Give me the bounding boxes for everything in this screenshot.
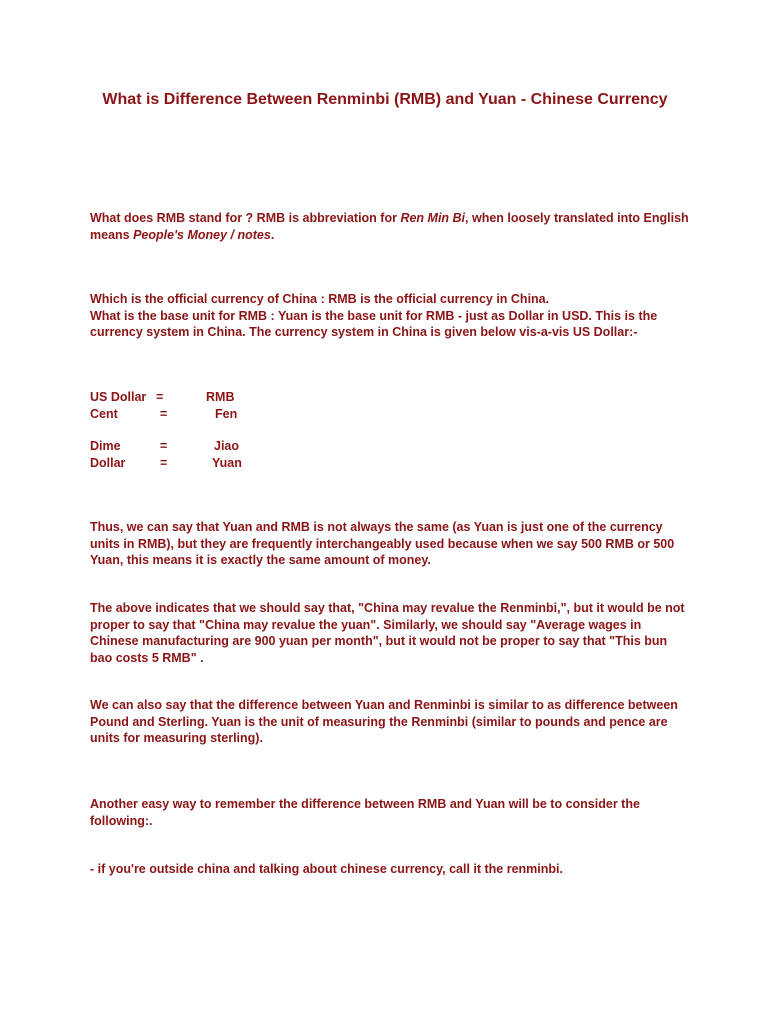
table-cell-equals: = <box>160 407 168 421</box>
text-run: . <box>270 227 275 242</box>
paragraph-rmb-definition <box>90 210 690 243</box>
italic-text: Ren Min Bi <box>400 211 466 225</box>
text-run: , when loosely translated into English means <box>90 211 689 242</box>
table-cell-equals: = <box>156 390 164 404</box>
text-block: What is the base unit for RMB : Yuan is the base unit for RMB - just as Dollar in USD. This is the currency system in China. The currency system in China is given below vis-a-vis US Dollar:- <box>90 308 658 339</box>
paragraph-easy-way: Another easy way to remember the difference between RMB and Yuan will be to consider the following:. <box>90 797 640 828</box>
paragraph-pound-sterling: We can also say that the difference between Yuan and Renminbi is similar to as difference between Pound and Sterling. Yuan is the unit of measuring the Renminbi (similar to pounds and pence are units for measuring sterling). <box>90 698 678 745</box>
paragraph-yuan-vs-rmb: Thus, we can say that Yuan and RMB is not always the same (as Yuan is just one of the currency units in RMB), but they are frequently interchangeably used because when we say 500 RMB or 500 Yuan, this means it is exactly the same amount of money. <box>90 520 675 567</box>
table-cell-right: Fen <box>215 407 238 421</box>
table-cell-equals: = <box>160 456 168 470</box>
text-line: Which is the official currency of China : RMB is the official currency in China. <box>90 292 550 306</box>
text-run: What does RMB stand for ? RMB is abbreviation for <box>90 211 401 225</box>
table-cell-left: Dollar <box>90 456 126 470</box>
table-cell-left: Cent <box>90 407 118 421</box>
italic-text: People's Money / notes <box>133 227 271 242</box>
table-row <box>90 455 290 472</box>
table-cell-left: Dime <box>90 439 121 453</box>
table-cell-right: RMB <box>206 390 235 404</box>
table-row <box>90 389 290 406</box>
page-title: What is Difference Between Renminbi (RMB) and Yuan - Chinese Currency <box>102 91 668 108</box>
paragraph-usage-examples: The above indicates that we should say that, "China may revalue the Renminbi,", but it would be not proper to say that "China may revalue the yuan". Similarly, we should say "Average wages in Chinese manufacturing are 900 yuan per month", but it would not be proper to say that "This bun bao costs 5 RMB" . <box>90 601 685 665</box>
table-cell-right: Jiao <box>214 439 240 453</box>
paragraph-official-currency <box>90 291 690 341</box>
table-row <box>90 406 290 423</box>
table-cell-equals: = <box>160 439 168 453</box>
paragraph-outside-china: - if you're outside china and talking about chinese currency, call it the renminbi. <box>90 862 563 876</box>
table-cell-left: US Dollar <box>90 390 147 404</box>
table-row <box>90 438 290 455</box>
table-cell-right: Yuan <box>212 456 242 470</box>
